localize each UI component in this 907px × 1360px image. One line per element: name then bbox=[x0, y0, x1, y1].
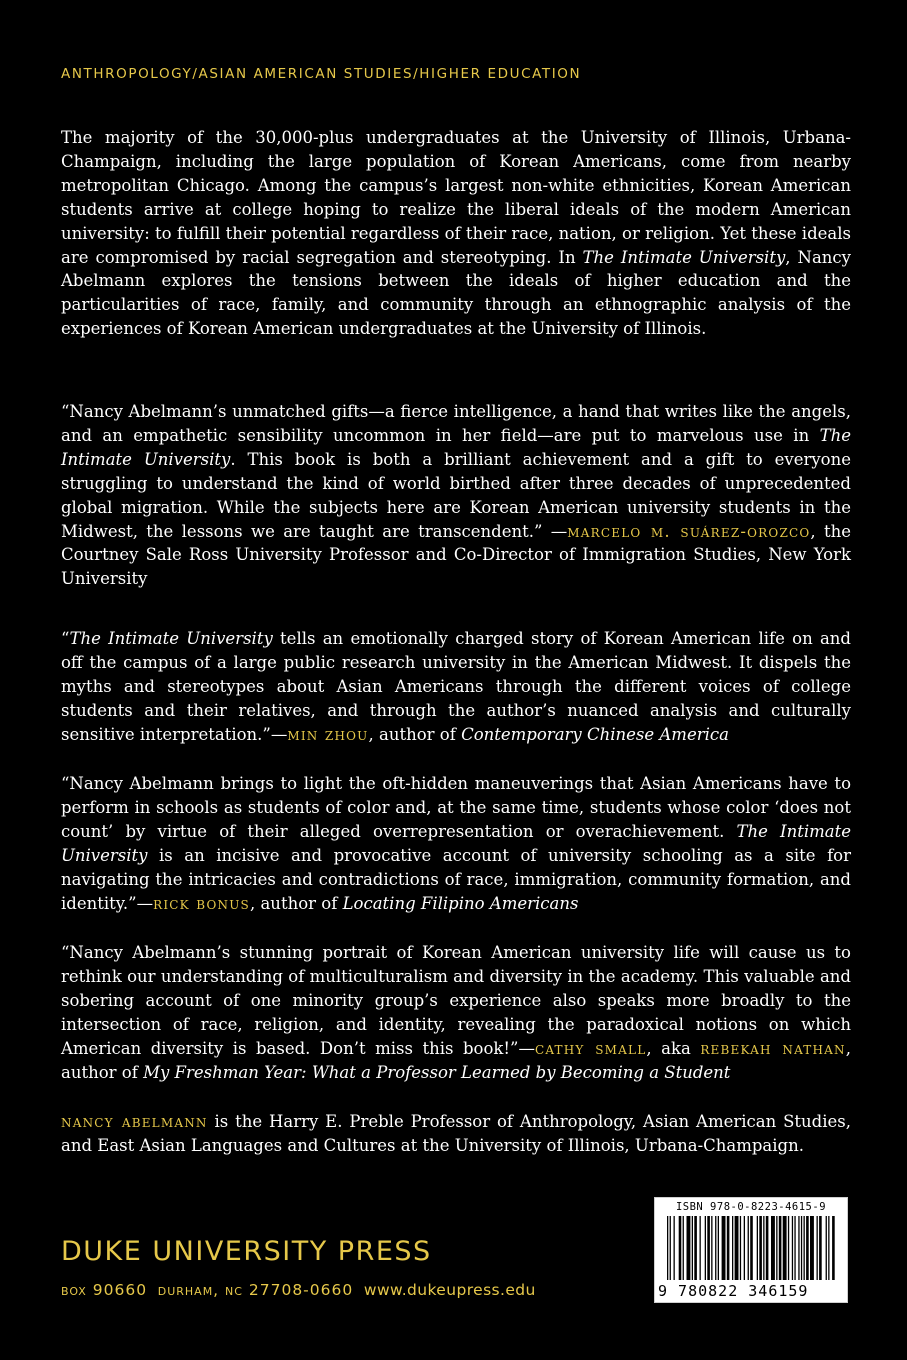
blurb-zhou bbox=[61, 627, 851, 747]
bio-author-name: nancy abelmann bbox=[61, 1112, 208, 1131]
blurb-author: min zhou bbox=[287, 724, 369, 744]
blurb-book-title: The Intimate University bbox=[69, 629, 273, 648]
blurb-text: “Nancy Abelmann brings to light the oft-hidden maneuverings that Asian Americans have to perform in schools as students of color and, at the same time, students whose color ‘does not count’ by virtue of their alleged overrepresentation or overachievement. bbox=[61, 774, 851, 841]
blurb-text: tells an emotionally charged story of Korean American life on and off the campus of a large public research university in the American Midwest. It dispels the myths and stereotypes about Asian Americans through the different voices of college students and their relatives, and through the author’s nuanced analysis and culturally sensitive interpretation.”— bbox=[61, 629, 851, 744]
barcode-icon bbox=[667, 1216, 837, 1284]
barcode-bar bbox=[670, 1216, 671, 1280]
barcode-bar bbox=[783, 1216, 787, 1280]
book-description bbox=[61, 126, 851, 341]
bio-text: is the Harry E. Preble Professor of Anthropology, Asian American Studies, and East Asian Languages and Cultures at the University of Illinois, Urbana-Champaign. bbox=[61, 1112, 851, 1155]
description-text-1: The majority of the 30,000-plus undergraduates at the University of Illinois, Urbana-Champaign, including the large population of Korean Americans, come from nearby metropolitan Chicago. Among the campus’s largest non-white ethnicities, Korean American students arrive at college hoping to realize the liberal ideals of the modern American university: to fulfill their potential regardless of their race, nation, or religion. Yet these ideals are compromised by racial segregation and stereotyping. In bbox=[61, 128, 851, 267]
blurb-affiliation: , the Courtney Sale Ross University Professor and Co-Director of Immigration Studies, New York University bbox=[61, 521, 852, 589]
barcode-bar bbox=[771, 1216, 775, 1280]
blurb-author: cathy small bbox=[534, 1038, 647, 1058]
barcode-bar bbox=[707, 1216, 710, 1280]
publisher-name: DUKE UNIVERSITY PRESS bbox=[61, 1236, 432, 1267]
barcode-bar bbox=[828, 1216, 829, 1280]
barcode-bar bbox=[735, 1216, 739, 1280]
blurb-text: “Nancy Abelmann’s unmatched gifts—a fierce intelligence, a hand that writes like the angels, and an empathetic sensibility uncommon in her field—are put to marvelous use in bbox=[61, 402, 851, 445]
barcode-bar bbox=[718, 1216, 719, 1280]
barcode-digits: 9 780822 346159 bbox=[658, 1282, 809, 1300]
barcode-bar bbox=[763, 1216, 764, 1280]
barcode-bar bbox=[722, 1216, 726, 1280]
blurb-affiliation: , author of bbox=[61, 1038, 851, 1082]
barcode-bar bbox=[757, 1216, 758, 1280]
blurb-book-title: The Intimate University bbox=[61, 821, 851, 865]
barcode-bar bbox=[826, 1216, 827, 1280]
blurb-text: is an incisive and provocative account of university schooling as a site for navigating the intricacies and contradictions of race, immigration, community formation, and identity.”— bbox=[61, 845, 851, 913]
publisher-url: www.dukeupress.edu bbox=[363, 1281, 536, 1299]
barcode-bar bbox=[683, 1216, 684, 1280]
category-line: ANTHROPOLOGY/ASIAN AMERICAN STUDIES/HIGHER EDUCATION bbox=[61, 66, 582, 82]
barcode-bar bbox=[792, 1216, 793, 1280]
blurb-author: marcelo m. suárez-orozco bbox=[567, 521, 811, 541]
isbn-barcode bbox=[654, 1197, 848, 1303]
blurb-text: . This book is both a brilliant achievement and a gift to everyone struggling to understand the kind of world birthed after three decades of unprecedented global migration. While the subjects here are Korean American university students in the Midwest, the lessons we are taught are transcendent.” — bbox=[61, 449, 851, 541]
blurb-author: rick bonus bbox=[153, 893, 250, 913]
barcode-bar bbox=[810, 1216, 814, 1280]
barcode-bar bbox=[819, 1216, 822, 1280]
barcode-bar bbox=[801, 1216, 802, 1280]
blurb-author-alias: rebekah nathan bbox=[700, 1038, 846, 1058]
blurb-aka: , aka bbox=[646, 1038, 701, 1058]
blurb-small bbox=[61, 941, 851, 1084]
barcode-bar bbox=[715, 1216, 716, 1280]
barcode-bar bbox=[692, 1216, 693, 1280]
barcode-bar bbox=[794, 1216, 795, 1280]
barcode-bar bbox=[750, 1216, 753, 1280]
blurb-affiliation: , author of bbox=[249, 893, 343, 913]
barcode-bar bbox=[711, 1216, 712, 1280]
barcode-bar bbox=[766, 1216, 769, 1280]
blurb-author-book: Locating Filipino Americans bbox=[342, 893, 579, 913]
blurb-text: “Nancy Abelmann’s stunning portrait of Korean American university life will cause us to rethink our understanding of multiculturalism and diversity in the academy. This valuable and sobering account of one minority group’s experience also speaks more broadly to the intersection of race, religion, and identity, revealing the paradoxical notions on which American diversity is based. Don’t miss this book!”— bbox=[61, 943, 851, 1058]
barcode-bar bbox=[732, 1216, 733, 1280]
blurb-text: “ bbox=[61, 629, 70, 648]
barcode-bar bbox=[832, 1216, 835, 1280]
barcode-bar bbox=[667, 1216, 668, 1280]
barcode-bar bbox=[804, 1216, 805, 1280]
description-text-2: , Nancy Abelmann explores the tensions between the ideals of higher education and the particularities of race, family, and community through an ethnographic analysis of the experiences of Korean American undergraduates at the University of Illinois. bbox=[61, 247, 851, 339]
barcode-bar bbox=[740, 1216, 741, 1280]
blurb-suarez-orozco bbox=[61, 400, 851, 591]
blurb-bonus bbox=[61, 772, 851, 915]
barcode-bar bbox=[798, 1216, 799, 1280]
publisher-address bbox=[61, 1281, 536, 1299]
barcode-bar bbox=[776, 1216, 777, 1280]
barcode-bar bbox=[700, 1216, 701, 1280]
barcode-bar bbox=[748, 1216, 749, 1280]
barcode-bar bbox=[694, 1216, 697, 1280]
blurb-book-title: The Intimate University bbox=[61, 425, 851, 469]
barcode-bar bbox=[806, 1216, 809, 1280]
barcode-bar bbox=[674, 1216, 675, 1280]
blurb-author-book: Contemporary Chinese America bbox=[461, 724, 729, 744]
barcode-bar bbox=[817, 1216, 818, 1280]
publisher-city: durham, nc 27708-0660 bbox=[157, 1281, 354, 1299]
blurb-author-book: My Freshman Year: What a Professor Learned by Becoming a Student bbox=[143, 1062, 731, 1082]
barcode-bar bbox=[779, 1216, 782, 1280]
blurb-affiliation: , author of bbox=[368, 724, 462, 744]
barcode-bar bbox=[705, 1216, 706, 1280]
description-book-title: The Intimate University bbox=[582, 247, 786, 267]
barcode-bar bbox=[759, 1216, 762, 1280]
barcode-bar bbox=[679, 1216, 682, 1280]
publisher-box: box 90660 bbox=[61, 1281, 148, 1299]
author-bio bbox=[61, 1110, 851, 1158]
barcode-bar bbox=[788, 1216, 789, 1280]
barcode-bar bbox=[687, 1216, 691, 1280]
barcode-bar bbox=[727, 1216, 730, 1280]
barcode-bar bbox=[744, 1216, 745, 1280]
isbn-label: ISBN 978-0-8223-4615-9 bbox=[675, 1201, 827, 1213]
